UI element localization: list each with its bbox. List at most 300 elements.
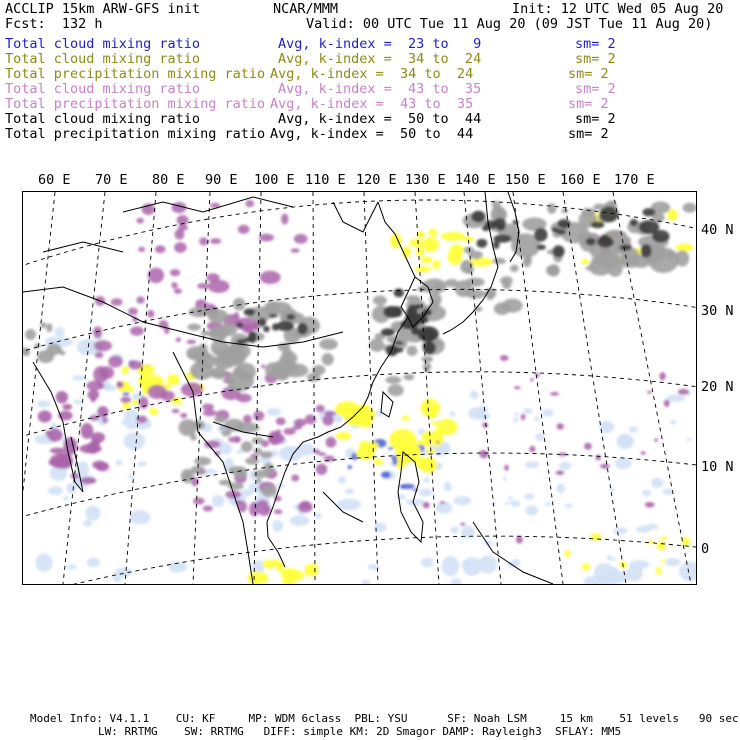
cloud-top-patch: [220, 426, 225, 430]
mid-cloud-patch: [661, 559, 665, 563]
high-cloud-patch: [480, 450, 489, 458]
high-cloud-patch: [521, 414, 526, 420]
high-cloud-patch: [80, 477, 96, 484]
high-cloud-patch: [142, 203, 155, 215]
mid-cloud-patch: [682, 537, 691, 546]
cloud-top-patch: [421, 356, 433, 362]
low-cloud-patch: [424, 477, 430, 483]
cloud-top-patch: [394, 311, 401, 316]
low-cloud-patch: [37, 400, 51, 407]
low-cloud-patch: [608, 558, 616, 561]
cloud-top-patch: [208, 309, 228, 323]
low-cloud-patch: [509, 496, 513, 500]
low-cloud-patch: [615, 458, 631, 470]
high-cloud-patch: [206, 273, 219, 282]
cloud-top-patch: [599, 207, 618, 223]
cloud-top-patch: [471, 211, 485, 223]
low-cloud-patch: [406, 499, 424, 506]
model-info-line2: LW: RRTMG SW: RRTMG DIFF: simple KM: 2D Smagor DAMP: Rayleigh3 SFLAY: MM5: [98, 725, 622, 738]
legend-field: Total cloud mixing ratio: [5, 81, 201, 97]
high-cloud-patch: [128, 308, 138, 315]
cloud-top-patch: [388, 384, 404, 396]
low-cloud-patch: [463, 557, 483, 575]
cloud-top-patch: [178, 419, 197, 436]
high-cloud-patch: [557, 423, 564, 429]
high-cloud-patch: [174, 288, 182, 294]
low-cloud-patch: [72, 375, 85, 381]
high-cloud-patch: [678, 389, 689, 395]
low-cloud-patch: [212, 495, 225, 507]
legend-row: [5, 126, 740, 141]
low-cloud-patch: [272, 520, 283, 532]
cloud-top-patch: [493, 234, 511, 242]
high-cloud-patch: [136, 296, 144, 303]
legend-avg: Avg, k-index = 43 to 35: [270, 96, 474, 112]
mid-cloud-patch: [126, 387, 134, 392]
cloud-top-patch: [561, 208, 568, 213]
org-label: NCAR/MMM: [273, 1, 339, 17]
low-cloud-patch: [290, 515, 310, 526]
high-cloud-patch: [203, 410, 217, 417]
cloud-top-patch: [263, 326, 270, 332]
low-cloud-patch: [642, 490, 651, 497]
high-cloud-patch: [174, 242, 187, 253]
low-cloud-patch: [557, 483, 565, 493]
low-cloud-patch: [450, 411, 456, 416]
high-cloud-patch: [584, 443, 592, 450]
mid-cloud-patch: [667, 209, 678, 221]
low-cloud-patch: [48, 486, 63, 495]
legend-field: Total cloud mixing ratio: [5, 36, 201, 52]
mid-cloud-patch: [402, 416, 410, 421]
mid-cloud-patch: [151, 377, 159, 384]
map-panel: [22, 191, 697, 585]
cloud-top-patch: [641, 244, 652, 258]
cloud-top-patch: [537, 245, 546, 250]
low-cloud-patch: [137, 461, 147, 466]
high-cloud-patch: [504, 465, 508, 471]
high-cloud-patch: [595, 455, 600, 461]
cloud-top-patch: [385, 376, 401, 384]
high-cloud-patch: [529, 446, 535, 452]
cloud-top-patch: [548, 264, 560, 276]
high-cloud-patch: [111, 298, 123, 305]
low-cloud-patch: [454, 496, 472, 505]
low-cloud-patch: [686, 438, 692, 441]
lat-label: 10 N: [701, 459, 734, 475]
high-cloud-patch: [556, 471, 565, 475]
legend-avg: Avg, k-index = 23 to 9: [278, 36, 482, 52]
low-cloud-patch: [381, 472, 391, 479]
mid-cloud-patch: [422, 459, 434, 466]
low-cloud-patch: [670, 420, 676, 424]
low-cloud-patch: [535, 433, 545, 441]
high-cloud-patch: [664, 399, 670, 407]
high-cloud-patch: [294, 419, 306, 427]
high-cloud-patch: [482, 423, 488, 428]
high-cloud-patch: [322, 415, 333, 426]
high-cloud-patch: [290, 248, 299, 252]
cloud-top-patch: [394, 288, 404, 297]
low-cloud-patch: [524, 493, 534, 499]
cloud-top-patch: [591, 221, 604, 228]
high-cloud-patch: [276, 418, 286, 426]
high-cloud-patch: [261, 364, 266, 368]
high-cloud-patch: [121, 397, 132, 404]
legend-row: [5, 96, 740, 111]
cloud-top-patch: [585, 266, 597, 271]
legend-field: Total precipitation mixing ratio: [5, 126, 266, 142]
low-cloud-patch: [628, 426, 637, 432]
high-cloud-patch: [516, 536, 523, 544]
legend-field: Total cloud mixing ratio: [5, 111, 201, 127]
cloud-top-patch: [200, 331, 211, 336]
legend-avg: Avg, k-index = 50 to 44: [270, 126, 474, 142]
cloud-top-patch: [675, 250, 689, 266]
high-cloud-patch: [243, 415, 252, 424]
low-cloud-patch: [651, 478, 663, 488]
high-cloud-patch: [281, 213, 288, 224]
mid-cloud-patch: [416, 247, 424, 257]
legend-row: [5, 51, 740, 66]
high-cloud-patch: [253, 411, 264, 421]
high-cloud-patch: [316, 463, 327, 475]
cloud-top-patch: [553, 245, 565, 257]
high-cloud-patch: [238, 225, 250, 234]
init-time: Init: 12 UTC Wed 05 Aug 20: [512, 1, 724, 17]
mid-cloud-patch: [433, 429, 442, 437]
high-cloud-patch: [38, 410, 52, 422]
legend-field: Total precipitation mixing ratio: [5, 96, 266, 112]
lon-label: 150 E: [505, 172, 546, 188]
mid-cloud-patch: [405, 442, 414, 451]
high-cloud-patch: [202, 403, 214, 410]
cloud-top-patch: [263, 463, 274, 475]
low-cloud-patch: [542, 409, 554, 416]
mid-cloud-patch: [448, 249, 463, 265]
high-cloud-patch: [138, 247, 145, 252]
cloud-top-patch: [269, 314, 278, 317]
legend-avg: Avg, k-index = 50 to 44: [278, 111, 482, 127]
high-cloud-patch: [260, 271, 281, 284]
lon-label: 170 E: [614, 172, 655, 188]
cloud-top-patch: [322, 353, 334, 365]
low-cloud-patch: [73, 400, 83, 404]
high-cloud-patch: [49, 458, 61, 466]
cloud-top-patch: [25, 350, 29, 356]
cloud-top-patch: [279, 361, 297, 373]
lat-label: 0: [701, 541, 710, 557]
cloud-top-patch: [510, 265, 519, 272]
legend-row: [5, 36, 740, 51]
cloud-top-patch: [630, 219, 638, 226]
legend-sm: sm= 2: [575, 51, 616, 67]
mid-cloud-patch: [423, 237, 439, 252]
low-cloud-patch: [442, 556, 459, 576]
high-cloud-patch: [93, 366, 108, 383]
cloud-top-patch: [552, 227, 560, 232]
mid-cloud-patch: [441, 232, 465, 241]
high-cloud-patch: [130, 326, 144, 335]
low-cloud-patch: [347, 465, 352, 469]
cloud-top-patch: [664, 252, 677, 259]
cloud-top-patch: [272, 323, 279, 330]
cloud-top-patch: [407, 346, 418, 357]
low-cloud-patch: [400, 484, 404, 489]
mid-cloud-patch: [462, 237, 475, 242]
legend-sm: sm= 2: [568, 96, 609, 112]
cloud-top-patch: [523, 257, 531, 268]
high-cloud-patch: [139, 397, 149, 409]
high-cloud-patch: [45, 431, 51, 437]
low-cloud-patch: [421, 558, 433, 568]
cloud-top-patch: [381, 328, 395, 336]
low-cloud-patch: [367, 564, 380, 570]
high-cloud-patch: [423, 502, 430, 509]
low-cloud-patch: [65, 564, 76, 569]
high-cloud-patch: [647, 391, 652, 394]
high-cloud-patch: [530, 378, 533, 382]
low-cloud-patch: [54, 327, 64, 337]
cloud-top-patch: [496, 224, 505, 230]
high-cloud-patch: [95, 352, 104, 358]
cloud-top-patch: [547, 203, 556, 214]
cloud-top-patch: [455, 280, 472, 297]
cloud-top-patch: [248, 331, 257, 343]
high-cloud-patch: [326, 437, 337, 448]
lat-label: 30 N: [701, 303, 734, 319]
legend-avg: Avg, k-index = 34 to 24: [270, 66, 474, 82]
high-cloud-patch: [316, 405, 325, 413]
cloud-top-patch: [265, 362, 282, 377]
low-cloud-patch: [85, 506, 100, 521]
legend-row: [5, 111, 740, 126]
low-cloud-patch: [129, 510, 150, 524]
low-cloud-patch: [559, 462, 572, 470]
low-cloud-patch: [523, 408, 532, 414]
cloud-top-patch: [502, 299, 523, 313]
low-cloud-patch: [503, 477, 507, 481]
cloud-top-patch: [57, 348, 62, 352]
low-cloud-patch: [510, 500, 520, 506]
high-cloud-patch: [203, 505, 213, 511]
mid-cloud-patch: [428, 408, 437, 419]
high-cloud-patch: [514, 386, 521, 389]
low-cloud-patch: [63, 496, 69, 500]
legend-sm: sm= 2: [568, 66, 609, 82]
high-cloud-patch: [257, 500, 269, 509]
cloud-top-patch: [411, 327, 420, 335]
mid-cloud-patch: [373, 459, 383, 465]
low-cloud-patch: [314, 513, 322, 518]
lon-label: 120 E: [356, 172, 397, 188]
cloud-top-patch: [241, 441, 253, 452]
low-cloud-patch: [525, 461, 540, 468]
high-cloud-patch: [93, 326, 102, 338]
high-cloud-patch: [176, 337, 181, 342]
high-cloud-patch: [193, 498, 205, 505]
cloud-top-patch: [297, 323, 307, 335]
low-cloud-patch: [513, 418, 518, 423]
cloud-top-patch: [254, 448, 262, 455]
high-cloud-patch: [236, 394, 251, 403]
high-cloud-patch: [460, 523, 466, 526]
valid-time: Valid: 00 UTC Tue 11 Aug 20 (09 JST Tue 11 Aug 20): [306, 16, 713, 32]
cloud-top-patch: [492, 258, 506, 264]
cloud-top-patch: [406, 295, 420, 301]
cloud-top-patch: [37, 350, 54, 363]
cloud-top-patch: [417, 326, 438, 341]
low-cloud-patch: [116, 460, 123, 466]
high-cloud-patch: [171, 282, 178, 288]
high-cloud-patch: [96, 462, 109, 472]
low-cloud-patch: [545, 502, 552, 506]
high-cloud-patch: [148, 268, 164, 284]
legend-row: [5, 66, 740, 81]
high-cloud-patch: [102, 417, 108, 423]
low-cloud-patch: [338, 476, 346, 483]
high-cloud-patch: [259, 234, 274, 242]
low-cloud-patch: [626, 566, 642, 582]
high-cloud-patch: [659, 372, 665, 380]
cloud-top-patch: [394, 341, 403, 344]
high-cloud-patch: [98, 383, 104, 389]
high-cloud-patch: [291, 474, 299, 481]
low-cloud-patch: [395, 494, 406, 499]
cloud-top-patch: [256, 478, 261, 483]
high-cloud-patch: [298, 502, 313, 513]
cloud-map: [23, 192, 696, 584]
cloud-top-patch: [422, 279, 447, 294]
cloud-top-patch: [286, 314, 295, 320]
cloud-top-patch: [187, 324, 201, 331]
low-cloud-patch: [124, 432, 146, 450]
mid-cloud-patch: [433, 260, 441, 270]
low-cloud-patch: [240, 490, 253, 497]
high-cloud-patch: [170, 269, 180, 276]
high-cloud-patch: [186, 340, 196, 344]
mid-cloud-patch: [582, 563, 591, 570]
high-cloud-patch: [94, 340, 112, 351]
mid-cloud-patch: [149, 408, 158, 415]
high-cloud-patch: [600, 464, 610, 469]
cloud-top-patch: [534, 228, 547, 242]
mid-cloud-patch: [167, 374, 180, 385]
low-cloud-patch: [376, 411, 383, 417]
legend-avg: Avg, k-index = 43 to 35: [278, 81, 482, 97]
cloud-top-patch: [586, 238, 596, 245]
high-cloud-patch: [294, 234, 308, 244]
forecast-hour: Fcst: 132 h: [5, 16, 103, 32]
low-cloud-patch: [613, 528, 627, 535]
high-cloud-patch: [116, 381, 122, 388]
lon-label: 70 E: [95, 172, 128, 188]
high-cloud-patch: [276, 429, 281, 436]
high-cloud-patch: [324, 411, 336, 416]
high-cloud-patch: [56, 391, 68, 404]
mid-cloud-patch: [409, 239, 424, 247]
lon-label: 80 E: [152, 172, 185, 188]
low-cloud-patch: [419, 489, 432, 497]
high-cloud-patch: [62, 404, 72, 410]
cloud-top-patch: [403, 374, 414, 380]
cloud-top-patch: [319, 339, 338, 350]
high-cloud-patch: [641, 451, 646, 454]
cloud-top-patch: [244, 308, 255, 315]
cloud-top-patch: [190, 434, 197, 441]
mid-cloud-patch: [359, 441, 368, 452]
low-cloud-patch: [564, 504, 572, 508]
cloud-top-patch: [465, 266, 474, 275]
cloud-top-patch: [476, 239, 487, 248]
high-cloud-patch: [91, 432, 105, 443]
high-cloud-patch: [645, 502, 655, 507]
low-cloud-patch: [444, 482, 452, 492]
mid-cloud-patch: [131, 399, 138, 405]
cloud-top-patch: [415, 304, 422, 309]
high-cloud-patch: [245, 200, 254, 207]
high-cloud-patch: [172, 409, 180, 413]
low-cloud-patch: [122, 392, 129, 395]
cloud-top-patch: [214, 416, 226, 424]
cloud-top-patch: [422, 309, 432, 316]
mid-cloud-patch: [660, 536, 667, 539]
high-cloud-patch: [180, 413, 187, 418]
high-cloud-patch: [439, 501, 446, 504]
cloud-top-patch: [282, 349, 293, 357]
cloud-top-patch: [620, 244, 632, 250]
cloud-top-patch: [600, 234, 611, 244]
cloud-top-patch: [25, 329, 36, 340]
low-cloud-patch: [345, 488, 354, 494]
high-cloud-patch: [79, 444, 102, 453]
low-cloud-patch: [83, 520, 92, 527]
high-cloud-patch: [199, 237, 208, 245]
high-cloud-patch: [161, 391, 175, 401]
lon-label: 110 E: [305, 172, 346, 188]
mid-cloud-patch: [581, 259, 590, 264]
lon-label: 60 E: [38, 172, 71, 188]
mid-cloud-patch: [657, 541, 666, 550]
cloud-top-patch: [226, 370, 253, 391]
legend-sm: sm= 2: [568, 126, 609, 142]
legend-field: Total cloud mixing ratio: [5, 51, 201, 67]
mid-cloud-patch: [414, 266, 431, 272]
mid-cloud-patch: [564, 550, 571, 557]
cloud-top-patch: [186, 346, 208, 361]
cloud-top-patch: [245, 457, 259, 465]
legend-avg: Avg, k-index = 34 to 24: [278, 51, 482, 67]
cloud-top-patch: [424, 366, 430, 373]
cloud-top-patch: [683, 203, 696, 213]
high-cloud-patch: [197, 283, 209, 289]
cloud-top-patch: [258, 318, 266, 326]
low-cloud-patch: [35, 554, 52, 572]
low-cloud-patch: [476, 413, 491, 419]
cloud-top-patch: [592, 254, 625, 267]
lon-label: 90 E: [205, 172, 238, 188]
cloud-top-patch: [224, 419, 244, 432]
cloud-top-patch: [639, 220, 659, 234]
cloud-top-patch: [221, 430, 231, 437]
low-cloud-patch: [636, 526, 651, 533]
low-cloud-patch: [77, 339, 97, 355]
legend-sm: sm= 2: [575, 111, 616, 127]
high-cloud-patch: [550, 392, 559, 396]
high-cloud-patch: [500, 355, 509, 361]
cloud-top-patch: [469, 251, 483, 260]
high-cloud-patch: [268, 433, 285, 444]
